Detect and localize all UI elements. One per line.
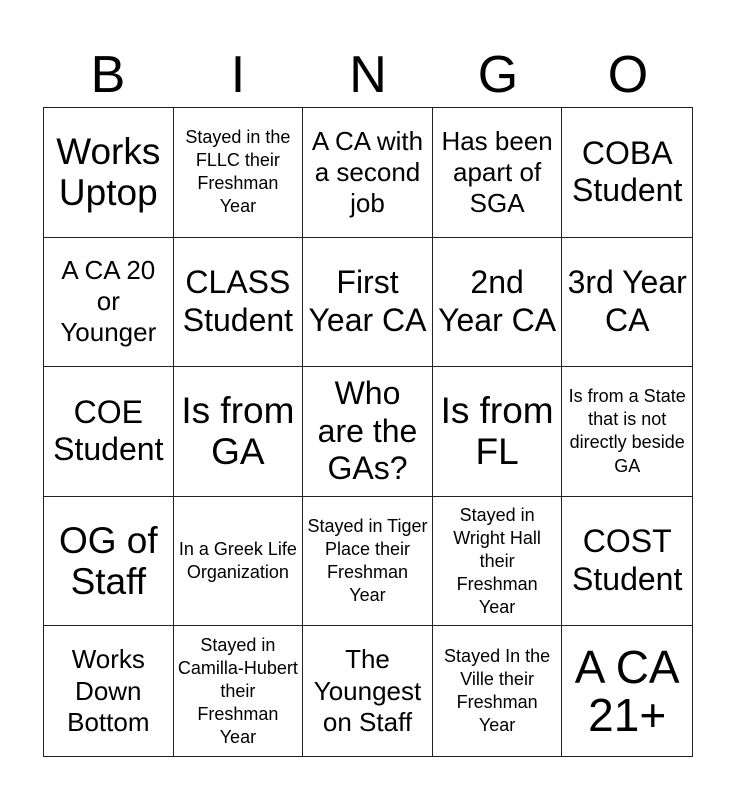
cell-label: COE Student	[53, 393, 164, 468]
cell-label: Is from FL	[440, 390, 554, 473]
cell-label: COBA Student	[572, 134, 683, 209]
bingo-cell-g1[interactable]	[433, 108, 563, 238]
cell-label: 3rd Year CA	[567, 264, 687, 338]
bingo-cell-b5[interactable]	[44, 626, 174, 756]
cell-label: A CA with a second job	[311, 125, 424, 218]
cell-label: Is from a State that is not directly beside GA	[568, 386, 686, 476]
bingo-cell-n2[interactable]	[303, 238, 433, 368]
cell-label: Works Uptop	[56, 130, 161, 214]
bingo-header	[43, 44, 693, 106]
cell-label: 2nd Year CA	[438, 264, 557, 338]
bingo-cell-n1[interactable]	[303, 108, 433, 238]
bingo-cell-i4[interactable]	[174, 497, 304, 627]
bingo-cell-n4[interactable]	[303, 497, 433, 627]
cell-label: A CA 20 or Younger	[60, 255, 157, 348]
bingo-cell-o3[interactable]	[562, 367, 692, 497]
bingo-cell-g2[interactable]	[433, 238, 563, 368]
bingo-cell-o4[interactable]	[562, 497, 692, 627]
bingo-cell-o5[interactable]	[562, 626, 692, 756]
header-letter-i: I	[230, 46, 246, 104]
bingo-cell-b4[interactable]	[44, 497, 174, 627]
bingo-cell-n5[interactable]	[303, 626, 433, 756]
cell-label: Who are the GAs?	[317, 374, 418, 487]
cell-label: Stayed in Wright Hall their Freshman Year	[453, 504, 541, 617]
cell-label: Stayed in the FLLC their Freshman Year	[185, 127, 291, 217]
bingo-cell-i1[interactable]	[174, 108, 304, 238]
cell-label: Stayed in Camilla-Hubert their Freshman Year	[177, 634, 298, 747]
bingo-cell-b1[interactable]	[44, 108, 174, 238]
bingo-cell-b3[interactable]	[44, 367, 174, 497]
bingo-cell-o2[interactable]	[562, 238, 692, 368]
cell-label: Is from GA	[181, 390, 295, 473]
cell-label: First Year CA	[308, 264, 427, 338]
bingo-board	[43, 107, 693, 757]
bingo-cell-b2[interactable]	[44, 238, 174, 368]
cell-label: COST Student	[572, 523, 683, 598]
header-letter-n: N	[349, 46, 387, 104]
header-letter-g: G	[477, 46, 519, 104]
bingo-cell-g5[interactable]	[433, 626, 563, 756]
bingo-cell-o1[interactable]	[562, 108, 692, 238]
cell-label: A CA 21+	[574, 640, 680, 742]
bingo-cell-i5[interactable]	[174, 626, 304, 756]
cell-label: The Youngest on Staff	[313, 644, 422, 737]
bingo-cell-free[interactable]	[303, 367, 433, 497]
bingo-cell-g3[interactable]	[433, 367, 563, 497]
cell-label: OG of Staff	[58, 519, 158, 603]
header-letter-b: B	[90, 46, 126, 104]
cell-label: CLASS Student	[182, 264, 294, 338]
bingo-cell-g4[interactable]	[433, 497, 563, 627]
cell-label: Has been apart of SGA	[441, 125, 553, 218]
header-letter-o: O	[607, 46, 649, 104]
bingo-cell-i3[interactable]	[174, 367, 304, 497]
cell-label: Stayed in Tiger Place their Freshman Year	[307, 516, 428, 606]
cell-label: Stayed In the Ville their Freshman Year	[444, 646, 551, 736]
bingo-cell-i2[interactable]	[174, 238, 304, 368]
cell-label: In a Greek Life Organization	[178, 539, 297, 583]
cell-label: Works Down Bottom	[67, 644, 150, 737]
